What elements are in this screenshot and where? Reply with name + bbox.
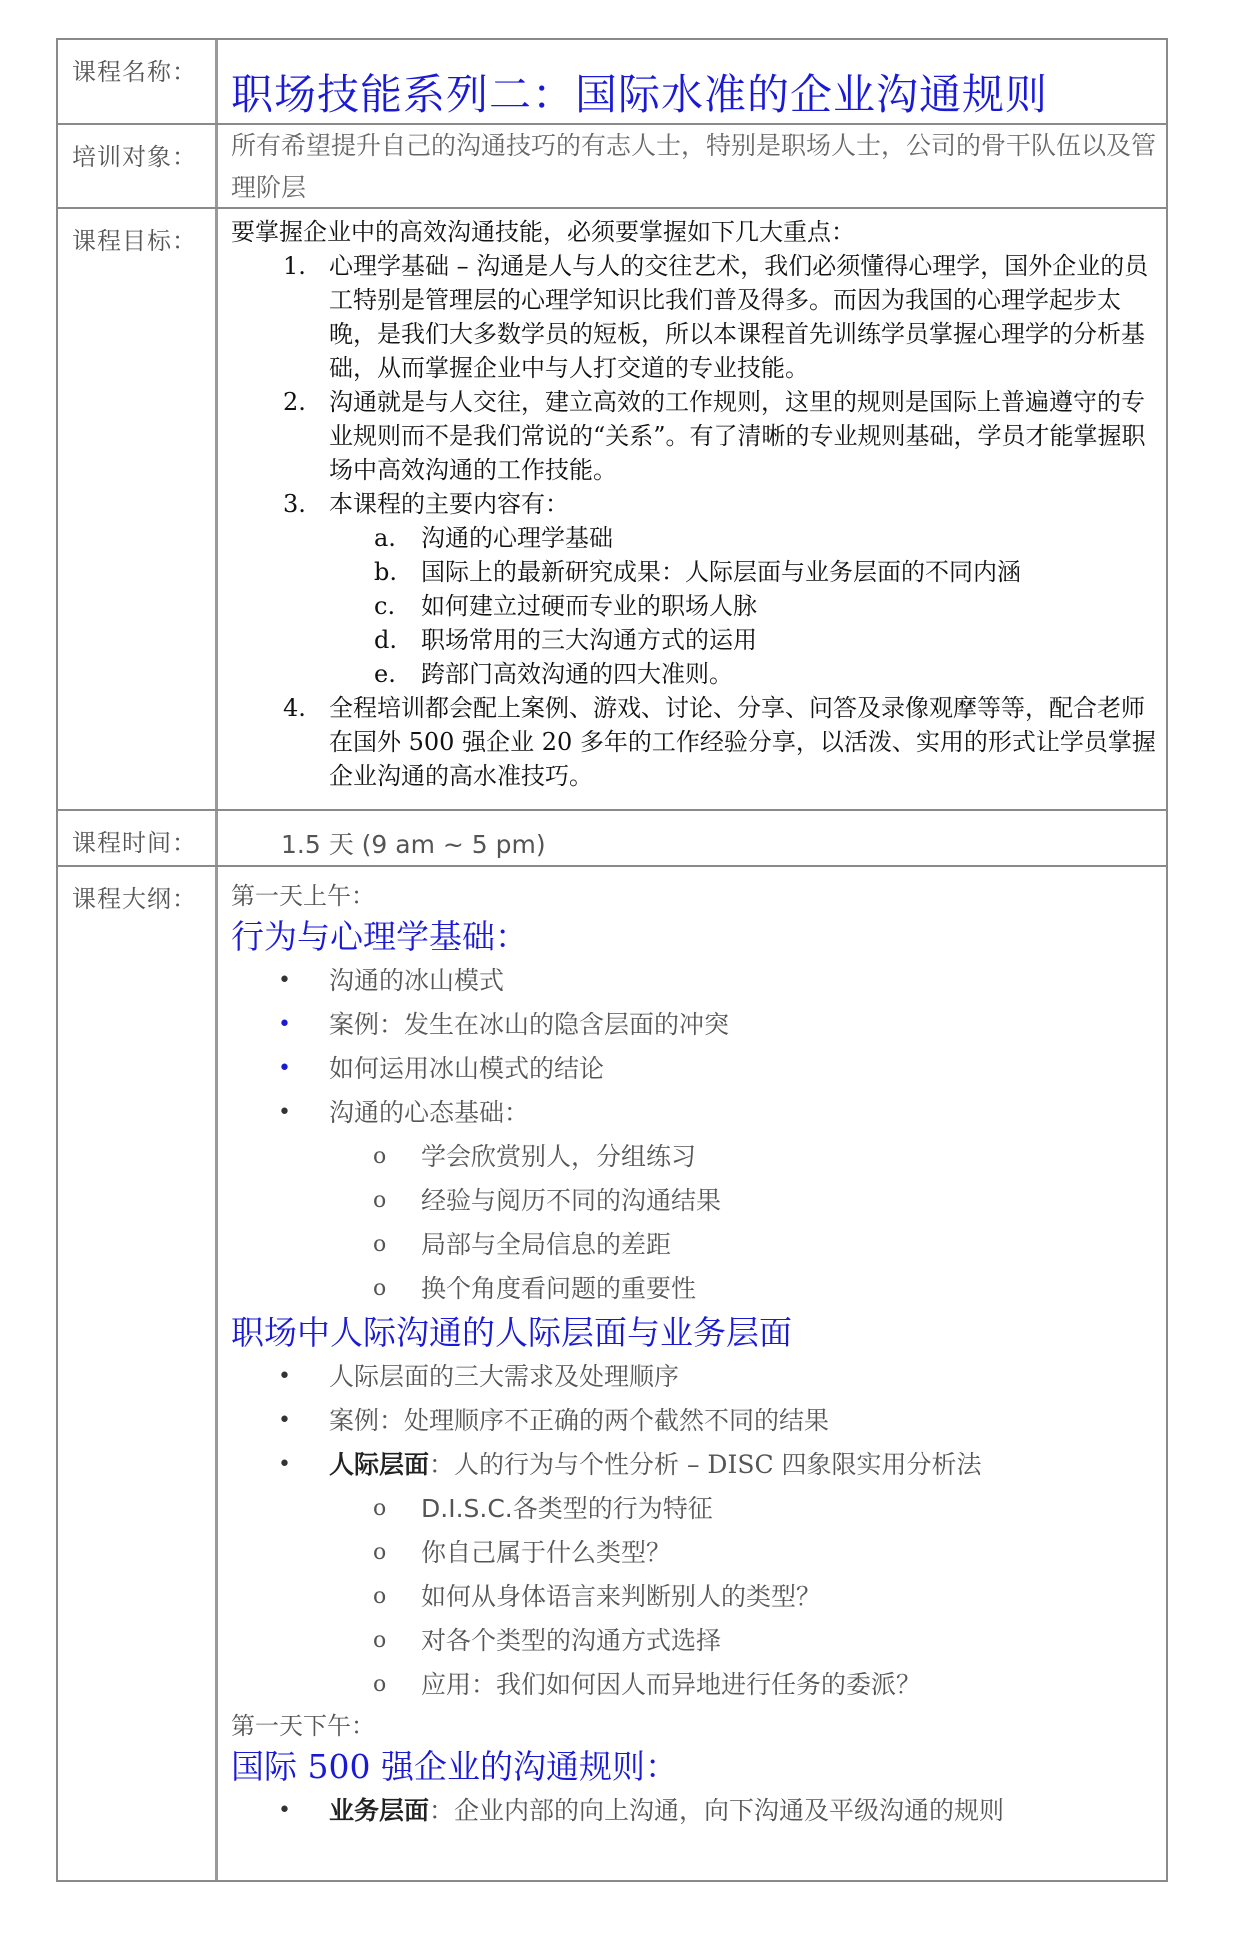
- subitem-letter: c.: [374, 592, 396, 620]
- subitem-text: 国际上的最新研究成果：人际层面与业务层面的不同内涵: [421, 558, 1021, 586]
- row-outline: [58, 867, 1166, 1880]
- subitem-letter: a.: [374, 524, 396, 552]
- goal-number: 3.: [283, 490, 306, 518]
- bullet-bold-text: 业务层面: [329, 1796, 430, 1825]
- course-name-label: 课程名称：: [58, 40, 218, 123]
- subbullet-text: 你自己属于什么类型？: [421, 1538, 672, 1567]
- outline-bullet: [231, 1003, 1156, 1047]
- goals-intro: 要掌握企业中的高效沟通技能，必须要掌握如下几大重点：: [231, 218, 855, 246]
- goal-number: 1.: [283, 252, 306, 280]
- outline-bullet: [231, 959, 1156, 1003]
- course-table: [56, 38, 1168, 1882]
- circle-bullet-icon: o: [373, 1540, 387, 1565]
- circle-bullet-icon: o: [373, 1628, 387, 1653]
- subbullet-text: 换个角度看问题的重要性: [421, 1274, 697, 1303]
- subbullet-text: 如何从身体语言来判断别人的类型？: [421, 1582, 822, 1611]
- subbullet-text: 对各个类型的沟通方式选择: [421, 1626, 722, 1655]
- goal-subitem: [231, 657, 1156, 691]
- bullet-text: 沟通的冰山模式: [329, 966, 505, 995]
- goal-subitem: [231, 589, 1156, 623]
- outline-label: 课程大纲：: [58, 867, 218, 1880]
- outline-bullet: [231, 1047, 1156, 1091]
- section-heading: 国际 500 强企业的沟通规则：: [231, 1747, 678, 1786]
- circle-bullet-icon: o: [373, 1144, 387, 1169]
- audience-text: 所有希望提升自己的沟通技巧的有志人士，特别是职场人士，公司的骨干队伍以及管理阶层: [231, 131, 1157, 202]
- goal-item: [231, 385, 1156, 487]
- bullet-text: 沟通的心态基础：: [329, 1098, 530, 1127]
- duration-label: 课程时间：: [58, 811, 218, 865]
- circle-bullet-icon: o: [373, 1496, 387, 1521]
- bullet-text: ：企业内部的向上沟通，向下沟通及平级沟通的规则: [429, 1796, 1005, 1825]
- subbullet-text: 局部与全局信息的差距: [421, 1230, 672, 1259]
- course-name-cell: [221, 40, 1166, 123]
- outline-bullet: [231, 1355, 1156, 1399]
- subitem-letter: d.: [374, 626, 397, 654]
- day1-morning: 第一天上午：: [231, 882, 375, 910]
- row-goals: [58, 209, 1166, 811]
- subbullet-text: 经验与阅历不同的沟通结果: [421, 1186, 722, 1215]
- bullet-text: 案例：处理顺序不正确的两个截然不同的结果: [329, 1406, 830, 1435]
- subitem-text: 跨部门高效沟通的四大准则。: [421, 660, 733, 688]
- duration-value: 1.5 天 (9 am ~ 5 pm): [281, 830, 546, 859]
- goal-number: 4.: [283, 694, 306, 722]
- circle-bullet-icon: o: [373, 1276, 387, 1301]
- bullet-icon: •: [278, 1012, 291, 1037]
- row-duration: [58, 811, 1166, 867]
- course-title: 职场技能系列二：国际水准的企业沟通规则: [231, 70, 1049, 119]
- subitem-text: 沟通的心理学基础: [421, 524, 613, 552]
- goal-subitem: [231, 555, 1156, 589]
- outline-subbullet: [231, 1663, 1156, 1707]
- circle-bullet-icon: o: [373, 1584, 387, 1609]
- subbullet-text: 应用：我们如何因人而异地进行任务的委派？: [421, 1670, 922, 1699]
- bullet-icon: •: [278, 1408, 291, 1433]
- outline-subbullet: [231, 1179, 1156, 1223]
- bullet-text: 人际层面的三大需求及处理顺序: [329, 1362, 680, 1391]
- bullet-bold-text: 人际层面: [329, 1450, 430, 1479]
- circle-bullet-icon: o: [373, 1232, 387, 1257]
- circle-bullet-icon: o: [373, 1188, 387, 1213]
- outline-subbullet: [231, 1531, 1156, 1575]
- circle-bullet-icon: o: [373, 1672, 387, 1697]
- goal-text: 全程培训都会配上案例、游戏、讨论、分享、问答及录像观摩等等，配合老师在国外 500 强企业 20 多年的工作经验分享，以活泼、实用的形式让学员掌握企业沟通的高水准技巧。: [329, 694, 1156, 790]
- audience-cell: [221, 125, 1166, 207]
- goal-subitem: [231, 521, 1156, 555]
- bullet-icon: •: [278, 1056, 291, 1081]
- outline-bullet: [231, 1399, 1156, 1443]
- bullet-icon: •: [278, 1798, 291, 1823]
- goal-number: 2.: [283, 388, 306, 416]
- bullet-text: 案例：发生在冰山的隐含层面的冲突: [329, 1010, 730, 1039]
- outline-subbullet: [231, 1135, 1156, 1179]
- goal-text: 沟通就是与人交往，建立高效的工作规则，这里的规则是国际上普遍遵守的专业规则而不是我们常说的“关系”。有了清晰的专业规则基础，学员才能掌握职场中高效沟通的工作技能。: [329, 388, 1146, 484]
- section-heading: 行为与心理学基础：: [231, 917, 528, 956]
- bullet-icon: •: [278, 1364, 291, 1389]
- bullet-icon: •: [278, 1452, 291, 1477]
- goal-subitem: [231, 623, 1156, 657]
- bullet-icon: •: [278, 968, 291, 993]
- subbullet-text: D.I.S.C.各类型的行为特征: [421, 1494, 713, 1523]
- goal-item: [231, 691, 1156, 793]
- goal-text: 本课程的主要内容有：: [329, 490, 569, 518]
- row-audience: [58, 125, 1166, 209]
- audience-label: 培训对象：: [58, 125, 218, 207]
- goal-item: [231, 249, 1156, 385]
- goal-text: 心理学基础 – 沟通是人与人的交往艺术，我们必须懂得心理学，国外企业的员工特别是管理层的心理学知识比我们普及得多。而因为我国的心理学起步太晚，是我们大多数学员的短板，所以本课程首先训练学员掌握心理学的分析基础，从而掌握企业中与人打交道的专业技能。: [329, 252, 1149, 382]
- goal-item: [231, 487, 1156, 521]
- day1-afternoon: 第一天下午：: [231, 1712, 375, 1740]
- outline-subbullet: [231, 1223, 1156, 1267]
- bullet-text: 如何运用冰山模式的结论: [329, 1054, 605, 1083]
- subitem-letter: b.: [374, 558, 397, 586]
- outline-subbullet: [231, 1619, 1156, 1663]
- subitem-text: 职场常用的三大沟通方式的运用: [421, 626, 757, 654]
- outline-bullet: [231, 1789, 1156, 1833]
- subitem-text: 如何建立过硬而专业的职场人脉: [421, 592, 757, 620]
- subbullet-text: 学会欣赏别人，分组练习: [421, 1142, 697, 1171]
- goals-cell: [221, 209, 1166, 809]
- outline-bullet: [231, 1091, 1156, 1135]
- duration-cell: [221, 811, 1166, 865]
- outline-bullet: [231, 1443, 1156, 1487]
- outline-subbullet: [231, 1575, 1156, 1619]
- section-heading: 职场中人际沟通的人际层面与业务层面: [231, 1313, 792, 1352]
- bullet-text: ：人的行为与个性分析 – DISC 四象限实用分析法: [429, 1450, 982, 1479]
- subitem-letter: e.: [374, 660, 396, 688]
- bullet-icon: •: [278, 1100, 291, 1125]
- outline-cell: [221, 867, 1166, 1880]
- outline-subbullet: [231, 1267, 1156, 1311]
- outline-subbullet: [231, 1487, 1156, 1531]
- row-course-name: [58, 40, 1166, 125]
- goals-label: 课程目标：: [58, 209, 218, 809]
